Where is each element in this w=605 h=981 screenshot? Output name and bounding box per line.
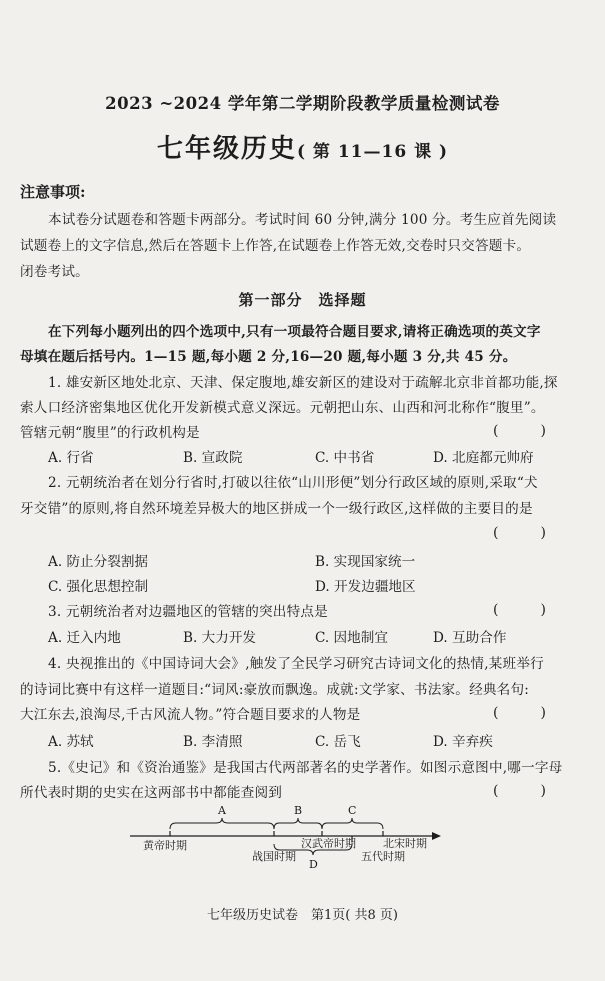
exam-header-line: 2023 ~2024 学年第二学期阶段教学质量检测试卷: [105, 94, 500, 113]
label-d: D: [309, 858, 318, 871]
notice-line: 本试卷分试题卷和答题卡两部分。考试时间 60 分钟,满分 100 分。考生应首先阅读: [48, 212, 557, 228]
q4-option-d[interactable]: D. 辛弃疾: [433, 734, 493, 750]
period-beisong: 北宋时期: [383, 837, 427, 850]
q4-option-a[interactable]: A. 苏轼: [48, 734, 94, 750]
q5-stem: 所代表时期的史实在这两部书中都能查阅到: [20, 785, 283, 801]
period-wudi: 汉武帝时期: [301, 837, 356, 850]
notice-line: 闭卷考试。: [20, 264, 89, 280]
exam-title-lessons: ( 第 11—16 课 ): [296, 142, 449, 162]
q3-stem: 3. 元朝统治者对边疆地区的管辖的突出特点是: [48, 604, 328, 620]
q3-answer-bracket[interactable]: ( ): [493, 602, 546, 618]
q2-answer-bracket[interactable]: ( ): [493, 525, 546, 541]
section-title: 第一部分 选择题: [238, 291, 367, 309]
q2-stem: 2. 元朝统治者在划分行省时,打破以往依“山川形便”划分行政区域的原则,采取“犬: [48, 475, 538, 491]
timeline-diagram: [0, 798, 605, 880]
q4-stem: 的诗词比赛中有这样一道题目:“词风:豪放而飘逸。成就:文学家、书法家。经典名句:: [20, 682, 530, 698]
q4-stem: 大江东去,浪淘尽,千古风流人物。”符合题目要求的人物是: [20, 707, 361, 723]
label-a: A: [218, 804, 226, 817]
q2-stem: 牙交错”的原则,将自然环境差异极大的地区拼成一个一级行政区,这样做的主要目的是: [20, 501, 533, 517]
q2-option-b[interactable]: B. 实现国家统一: [315, 554, 416, 570]
brace-b: [274, 818, 322, 829]
q3-option-d[interactable]: D. 互助合作: [433, 630, 507, 646]
q3-option-a[interactable]: A. 迁入内地: [48, 630, 121, 646]
q1-stem: 1. 雄安新区地处北京、天津、保定腹地,雄安新区的建设对于疏解北京非首都功能,探: [48, 375, 558, 391]
q4-option-c[interactable]: C. 岳飞: [315, 734, 361, 750]
period-wudai: 五代时期: [361, 850, 405, 863]
label-b: B: [294, 804, 303, 817]
section-instruction: 母填在题后括号内。1—15 题,每小题 2 分,16—20 题,每小题 3 分,共 45 分。: [20, 349, 517, 365]
q5-stem: 5.《史记》和《资治通鉴》是我国古代两部著名的史学著作。如图示意图中,哪一字母: [48, 760, 563, 776]
q1-option-a[interactable]: A. 行省: [48, 450, 94, 466]
q5-answer-bracket[interactable]: ( ): [493, 783, 546, 799]
q4-answer-bracket[interactable]: ( ): [493, 705, 546, 721]
q1-option-d[interactable]: D. 北庭都元帅府: [433, 450, 534, 466]
period-zhanguo: 战国时期: [252, 850, 296, 863]
page-footer: 七年级历史试卷 第1页( 共8 页): [207, 908, 398, 923]
q1-option-c[interactable]: C. 中书省: [315, 450, 375, 466]
q1-answer-bracket[interactable]: ( ): [493, 423, 546, 439]
q4-option-b[interactable]: B. 李清照: [183, 734, 243, 750]
timeline-arrow: [432, 832, 441, 840]
q2-option-a[interactable]: A. 防止分裂割据: [48, 554, 149, 570]
q3-option-c[interactable]: C. 因地制宜: [315, 630, 388, 646]
q1-option-b[interactable]: B. 宣政院: [183, 450, 243, 466]
brace-c: [322, 818, 383, 829]
q2-option-d[interactable]: D. 开发边疆地区: [315, 579, 416, 595]
period-huangdi: 黄帝时期: [143, 839, 187, 852]
exam-title-main: 七年级历史: [156, 134, 297, 164]
q4-stem: 4. 央视推出的《中国诗词大会》,触发了全民学习研究古诗词文化的热情,某班举行: [48, 656, 544, 672]
section-instruction: 在下列每小题列出的四个选项中,只有一项最符合题目要求,请将正确选项的英文字: [48, 324, 541, 340]
q2-option-c[interactable]: C. 强化思想控制: [48, 579, 149, 595]
q1-stem: 管辖元朝“腹里”的行政机构是: [20, 425, 200, 441]
exam-title: [0, 128, 605, 165]
q3-option-b[interactable]: B. 大力开发: [183, 630, 257, 646]
brace-a: [170, 818, 274, 829]
label-c: C: [348, 804, 357, 817]
q1-stem: 索人口经济密集地区优化开发新模式意义深远。元朝把山东、山西和河北称作“腹里”。: [20, 400, 545, 416]
notice-heading: 注意事项:: [20, 183, 86, 201]
notice-line: 试题卷上的文字信息,然后在答题卡上作答,在试题卷上作答无效,交卷时只交答题卡。: [20, 238, 531, 254]
